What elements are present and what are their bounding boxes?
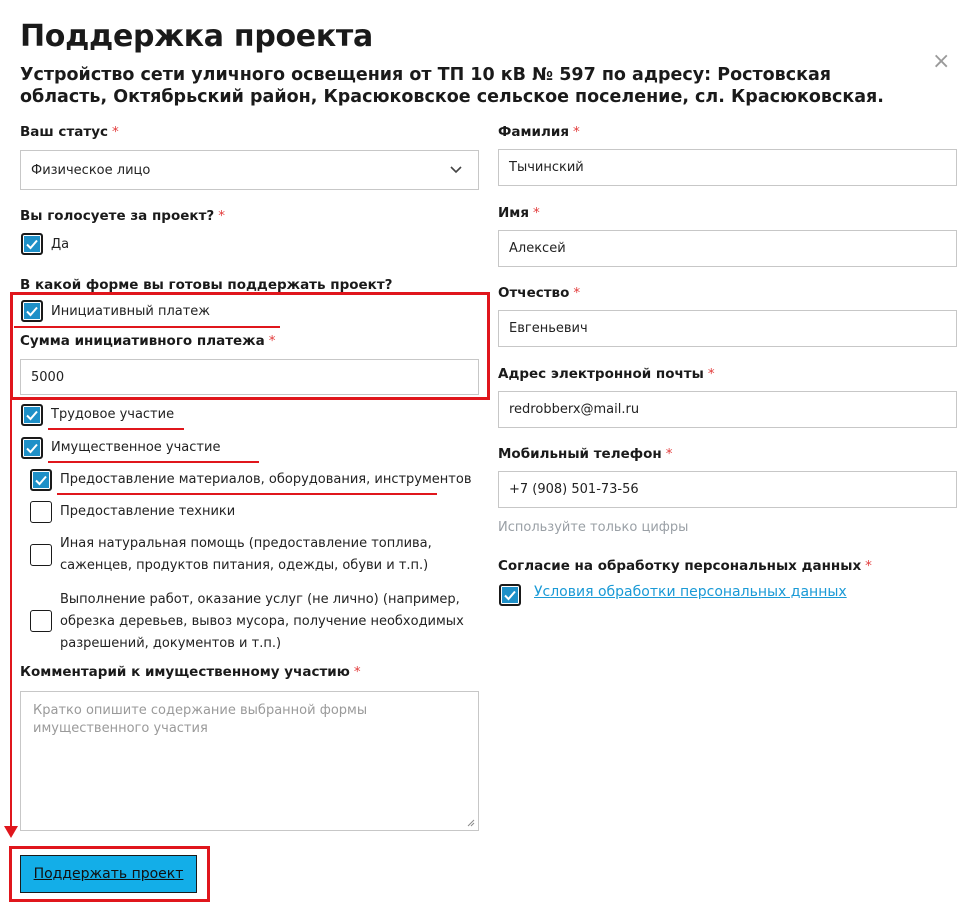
check-icon — [23, 235, 41, 253]
support-form-label: В какой форме вы готовы поддержать проект? — [20, 277, 393, 293]
annotation-underline-payment — [14, 326, 280, 328]
property-participation-label: Имущественное участие — [51, 440, 221, 455]
consent-checkbox[interactable] — [499, 584, 521, 606]
annotation-underline-labor — [48, 428, 184, 430]
annotation-underline-property — [48, 461, 259, 463]
property-participation-checkbox[interactable] — [21, 437, 43, 459]
check-icon — [23, 302, 41, 320]
vote-label: Вы голосуете за проект? * — [20, 208, 225, 224]
check-icon — [23, 439, 41, 457]
annotation-underline-materials — [57, 493, 437, 495]
consent-terms-link[interactable]: Условия обработки персональных данных — [534, 584, 847, 600]
support-project-button[interactable]: Поддержать проект — [20, 855, 197, 893]
name-input[interactable]: Алексей — [498, 230, 957, 267]
vote-yes-checkbox[interactable] — [21, 233, 43, 255]
status-select[interactable] — [20, 150, 479, 190]
comment-placeholder: Кратко опишите содержание выбранной формы имущественного участия — [33, 703, 368, 736]
consent-label: Согласие на обработку персональных данных * — [498, 558, 872, 574]
patronymic-label: Отчество * — [498, 285, 581, 301]
resize-grip-icon[interactable] — [465, 817, 475, 827]
patronymic-input[interactable]: Евгеньевич — [498, 310, 957, 347]
arrow-down-icon — [4, 826, 18, 838]
surname-label: Фамилия * — [498, 124, 580, 140]
machinery-label: Предоставление техники — [60, 504, 236, 519]
surname-input[interactable]: Тычинский — [498, 149, 957, 186]
phone-hint: Используйте только цифры — [498, 520, 689, 535]
status-select-value: Физическое лицо — [31, 162, 151, 178]
modal-subtitle: Устройство сети уличного освещения от ТП 10 кВ № 597 по адресу: Ростовская область, Октябрьский район, Красюковское сельское поселение, сл. Красюковская. — [20, 65, 884, 107]
services-label: Выполнение работ, оказание услуг (не лично) (например, обрезка деревьев, вывоз мусора, получение необходимых разрешений, документов и т.п.) — [60, 592, 464, 651]
initiative-payment-checkbox[interactable] — [21, 300, 43, 322]
check-icon — [501, 586, 519, 604]
comment-textarea[interactable] — [20, 691, 479, 831]
chevron-down-icon — [450, 163, 462, 177]
materials-checkbox[interactable] — [30, 469, 52, 491]
phone-input[interactable]: +7 (908) 501-73-56 — [498, 471, 957, 508]
vote-yes-label: Да — [51, 237, 70, 252]
services-checkbox[interactable] — [30, 610, 52, 632]
check-icon — [32, 471, 50, 489]
payment-amount-label: Сумма инициативного платежа * — [20, 333, 276, 349]
comment-label: Комментарий к имущественному участию * — [20, 664, 361, 680]
email-input[interactable]: redrobberx@mail.ru — [498, 391, 957, 428]
close-icon[interactable]: × — [932, 49, 951, 74]
labor-participation-checkbox[interactable] — [21, 404, 43, 426]
other-help-label: Иная натуральная помощь (предоставление топлива, саженцев, продуктов питания, одежды, обуви и т.п.) — [60, 536, 432, 573]
materials-label: Предоставление материалов, оборудования, инструментов — [60, 472, 472, 487]
annotation-arrow-line — [10, 400, 12, 828]
payment-amount-input[interactable]: 5000 — [20, 359, 479, 395]
email-label: Адрес электронной почты * — [498, 366, 715, 382]
other-help-checkbox[interactable] — [30, 544, 52, 566]
modal-title: Поддержка проекта — [20, 19, 373, 54]
check-icon — [23, 406, 41, 424]
status-label: Ваш статус * — [20, 124, 119, 140]
name-label: Имя * — [498, 205, 540, 221]
initiative-payment-label: Инициативный платеж — [51, 304, 211, 319]
labor-participation-label: Трудовое участие — [51, 407, 175, 422]
phone-label: Мобильный телефон * — [498, 446, 673, 462]
machinery-checkbox[interactable] — [30, 501, 52, 523]
